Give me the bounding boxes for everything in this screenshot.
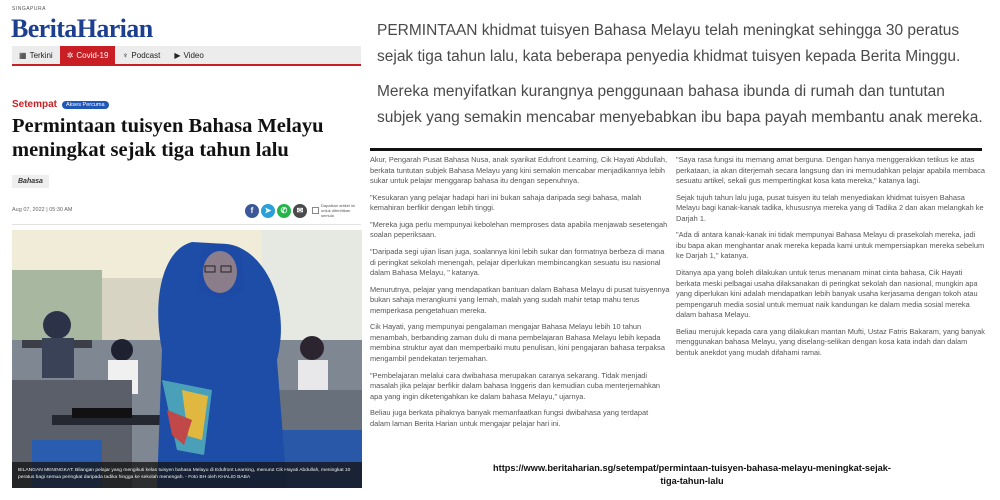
nav-underline bbox=[12, 64, 361, 66]
source-url[interactable]: https://www.beritaharian.sg/setempat/permintaan-tuisyen-bahasa-melayu-meningkat-sejak-tiga-tahun-lalu bbox=[493, 463, 891, 486]
republish-note: Dapatkan artikel ini untuk diterbitkan semula bbox=[321, 203, 356, 218]
nav-label: Covid-19 bbox=[76, 50, 109, 60]
section-row bbox=[12, 99, 109, 110]
body-paragraph: "Mereka juga perlu mempunyai kebolehan memproses data apabila menjawab sesetengah soalan peperiksaan. bbox=[370, 219, 668, 240]
section-link[interactable]: Setempat bbox=[12, 99, 58, 110]
calendar-icon: ▦ bbox=[19, 50, 27, 60]
republish-option[interactable] bbox=[312, 203, 363, 218]
body-column-1 bbox=[370, 155, 670, 436]
play-icon: ▶ bbox=[174, 50, 181, 60]
nav-label: Terkini bbox=[29, 50, 53, 60]
lead-paragraph-1: PERMINTAAN khidmat tuisyen Bahasa Melayu telah meningkat sehingga 30 peratus sejak tiga tahun lalu, kata beberapa penyedia khidmat tuisyen kepada Berita Minggu. bbox=[377, 22, 961, 65]
body-paragraph: Beliau merujuk kepada cara yang dilakukan mantan Mufti, Ustaz Fatris Bakaram, yang banyak menggunakan bahasa Melayu, yang diselang-selikan dengan kosa kata indah dan dalam bentuk anekdot yang mudah difahami ramai. bbox=[676, 326, 985, 357]
photo-caption: BILANGAN MENINGKAT: Bilangan pelajar yang mengikuti kelas tuisyen bahasa Melayu di Edufront Learning, menurut Cik Hayati Abdullah, meningkat 10 peratus bagi semua peringkat daripada tadika hingga ke sekolah menengah. - Foto BH oleh KHALID BABA bbox=[12, 462, 362, 488]
facebook-icon[interactable]: f bbox=[245, 204, 259, 218]
republish-checkbox[interactable] bbox=[312, 207, 319, 214]
telegram-icon[interactable]: ➤ bbox=[261, 204, 275, 218]
classroom-photo bbox=[12, 230, 362, 488]
body-paragraph: Beliau juga berkata pihaknya banyak memanfaatkan fungsi dwibahasa yang terdapat dalam laman Berita Harian untuk mengajar pelajar hari ini. bbox=[370, 408, 649, 428]
email-icon[interactable]: ✉ bbox=[293, 204, 307, 218]
publish-date: Aug 07, 2022 | 05:30 AM bbox=[12, 207, 73, 213]
virus-icon: ✲ bbox=[66, 50, 74, 60]
article-headline: Permintaan tuisyen Bahasa Melayu meningkat sejak tiga tahun lalu bbox=[12, 115, 324, 161]
nav-label: Podcast bbox=[131, 50, 161, 60]
site-country: SINGAPURA bbox=[12, 6, 46, 12]
lead-paragraph-2: Mereka menyifatkan kurangnya penggunaan bahasa ibunda di rumah dan tuntutan subjek yang semakin mencabar menyebabkan ibu bapa payah membantu anak mereka. bbox=[377, 83, 983, 126]
body-column-2 bbox=[676, 155, 986, 364]
access-badge: Akses Percuma bbox=[62, 101, 109, 109]
body-paragraph: Menurutnya, pelajar yang mendapatkan bantuan dalam Bahasa Melayu di pusat tuisyennya bukan sahaja merangkumi yang lemah, malah yang sudah mahir tetap mahu terus memperkasa pengetahuan mereka. bbox=[370, 284, 670, 315]
body-paragraph: Akur, Pengarah Pusat Bahasa Nusa, anak syarikat Edufront Learning, Cik Hayati Abdullah, berkata tuntutan subjek Bahasa Melayu yang kini semakin mencabar menjadikannya lebih sukar untuk pelajar menggarap bahasa itu dengan sepenuhnya. bbox=[370, 155, 668, 185]
microphone-icon: ♆ bbox=[122, 50, 129, 60]
nav-item-video[interactable] bbox=[167, 46, 210, 64]
site-logo[interactable]: BeritaHarian bbox=[11, 14, 153, 43]
divider bbox=[12, 224, 361, 225]
nav-item-podcast[interactable] bbox=[115, 46, 167, 64]
body-paragraph: "Saya rasa fungsi itu memang amat berguna. Dengan hanya menggerakkan tetikus ke atas perkataan, ia akan diterjemah secara langsung dan ini memudahkan pelajar apabila membaca sesuatu artikel, sekali gus mempertingkat kosa kata mereka," katanya lagi. bbox=[676, 155, 985, 185]
share-bar bbox=[245, 203, 363, 218]
section-rule bbox=[370, 148, 982, 151]
body-paragraph: "Daripada segi ujian lisan juga, soalannya kini lebih sukar dan formatnya berbeza di mana di peringkat sekolah menengah, pelajar diperlukan membincangkan sesuatu isu nasional dalam Bahasa Melayu, " katanya. bbox=[370, 247, 665, 278]
article-photo bbox=[12, 230, 362, 488]
body-paragraph: Sejak tujuh tahun lalu juga, pusat tuisyen itu telah menyediakan khidmat tuisyen Bahasa Melayu bagi kanak-kanak tadika, khususnya mereka yang di Tadika 2 dan akan melangkah ke Darjah 1. bbox=[676, 192, 984, 223]
body-paragraph: "Kesukaran yang pelajar hadapi hari ini bukan sahaja daripada segi bahasa, malah kemahiran berfikir dengan lebih tinggi. bbox=[370, 192, 642, 213]
nav-label: Video bbox=[183, 50, 204, 60]
body-paragraph: "Ada di antara kanak-kanak ini tidak mempunyai Bahasa Melayu di prasekolah mereka, jadi ibu bapa akan menghantar anak mereka kepada kami untuk mempersiapkan mereka sebelum ke Darjah 1," katanya. bbox=[676, 230, 985, 261]
nav-item-covid[interactable] bbox=[60, 46, 116, 64]
body-paragraph: Ditanya apa yang boleh dilakukan untuk terus menanam minat cinta bahasa, Cik Hayati berkata meski pelbagai usaha dilaksanakan di peringkat sekolah dan nasional, mungkin apa yang diperlukan kini adalah mendapatkan lebih banyak usaha kerjasama dengan tokoh atau pempengaruh media sosial untuk memuat naik kandungan ke dalam media sosial mereka dalam bahasa Melayu. bbox=[676, 268, 978, 320]
nav-item-terkini[interactable] bbox=[12, 46, 60, 64]
body-paragraph: "Pembelajaran melalui cara dwibahasa merupakan caranya sekarang. Tidak menjadi masalah jika pelajar berfikir dalam bahasa Inggeris dan kemudian cuba menterjemahkan apa yang ingin diketengahkan ke dalam bahasa Melayu," ujarnya. bbox=[370, 370, 661, 401]
whatsapp-icon[interactable]: ✆ bbox=[277, 204, 291, 218]
main-nav bbox=[12, 46, 361, 64]
topic-tag[interactable]: Bahasa bbox=[12, 175, 49, 188]
article-page bbox=[0, 0, 368, 500]
body-paragraph: Cik Hayati, yang mempunyai pengalaman mengajar Bahasa Melayu lebih 10 tahun menambah, berbanding zaman dulu di mana pembelajaran Bahasa Melayu lebih kepada membina struktur ayat dan memperbaiki mutu penulisan, kini pengajaran bahasa terpaksa mengambil pendekatan terjemahan. bbox=[370, 322, 665, 363]
